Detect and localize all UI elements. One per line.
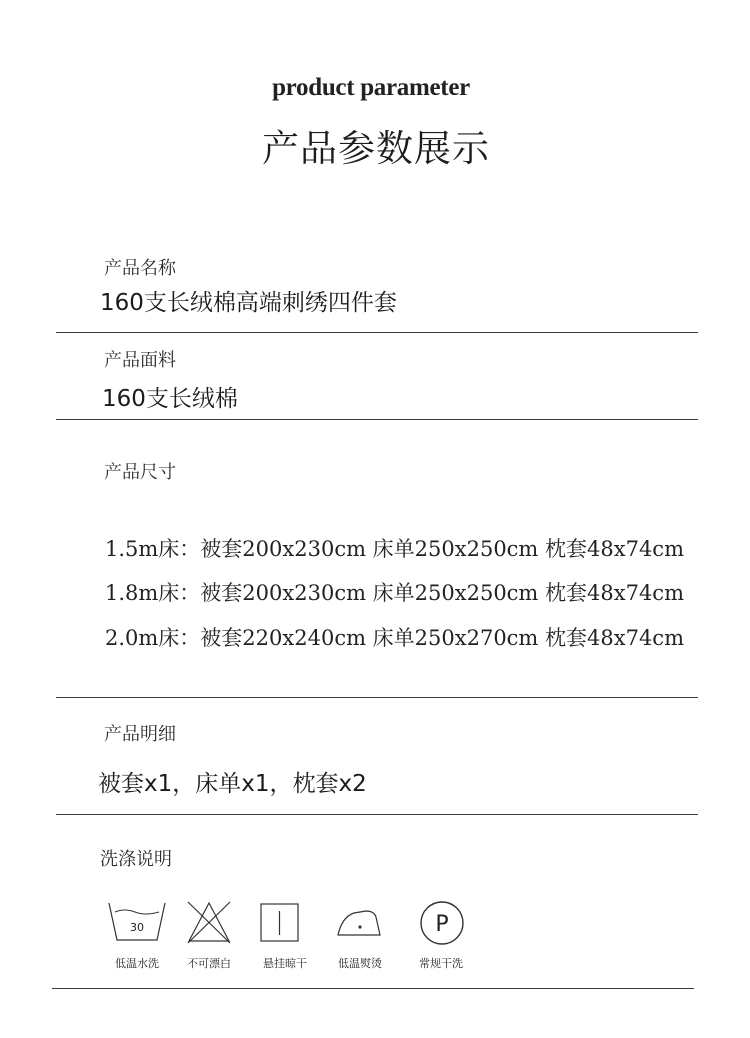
divider (52, 988, 694, 989)
low-iron-caption: 低温熨烫 (338, 957, 382, 970)
low-iron-icon (336, 905, 384, 939)
size-row-2-0m: 2.0m床：被套220x240cm 床单250x270cm 枕套48x74cm (105, 626, 684, 650)
page-title: 产品参数展示 (262, 127, 490, 170)
wash-caption: 低温水洗 (115, 957, 159, 970)
dry-clean-p-icon (419, 900, 465, 946)
divider (56, 332, 698, 333)
product-name-value: 160支长绒棉高端刺绣四件套 (100, 290, 397, 316)
product-details-value: 被套x1，床单x1，枕套x2 (98, 771, 367, 797)
dry-clean-caption: 常规干洗 (419, 957, 463, 970)
wash-30-icon (107, 900, 167, 944)
product-details-label: 产品明细 (104, 724, 176, 745)
product-size-label: 产品尺寸 (104, 462, 176, 483)
divider (56, 419, 698, 420)
no-bleach-icon (185, 899, 233, 945)
product-fabric-value: 160支长绒棉 (102, 386, 238, 412)
product-name-label: 产品名称 (104, 258, 176, 279)
product-fabric-label: 产品面料 (104, 350, 176, 371)
wash-temperature-text: 30 (130, 921, 144, 934)
hang-dry-icon (260, 903, 300, 943)
hang-dry-caption: 悬挂晾干 (263, 957, 307, 970)
dry-clean-letter: P (435, 912, 449, 937)
divider (56, 814, 698, 815)
size-row-1-8m: 1.8m床：被套200x230cm 床单250x250cm 枕套48x74cm (105, 581, 684, 605)
no-bleach-caption: 不可漂白 (187, 957, 231, 970)
english-title: product parameter (272, 74, 470, 101)
divider (56, 697, 698, 698)
size-row-1-5m: 1.5m床：被套200x230cm 床单250x250cm 枕套48x74cm (105, 537, 684, 561)
washing-label: 洗涤说明 (100, 849, 172, 870)
